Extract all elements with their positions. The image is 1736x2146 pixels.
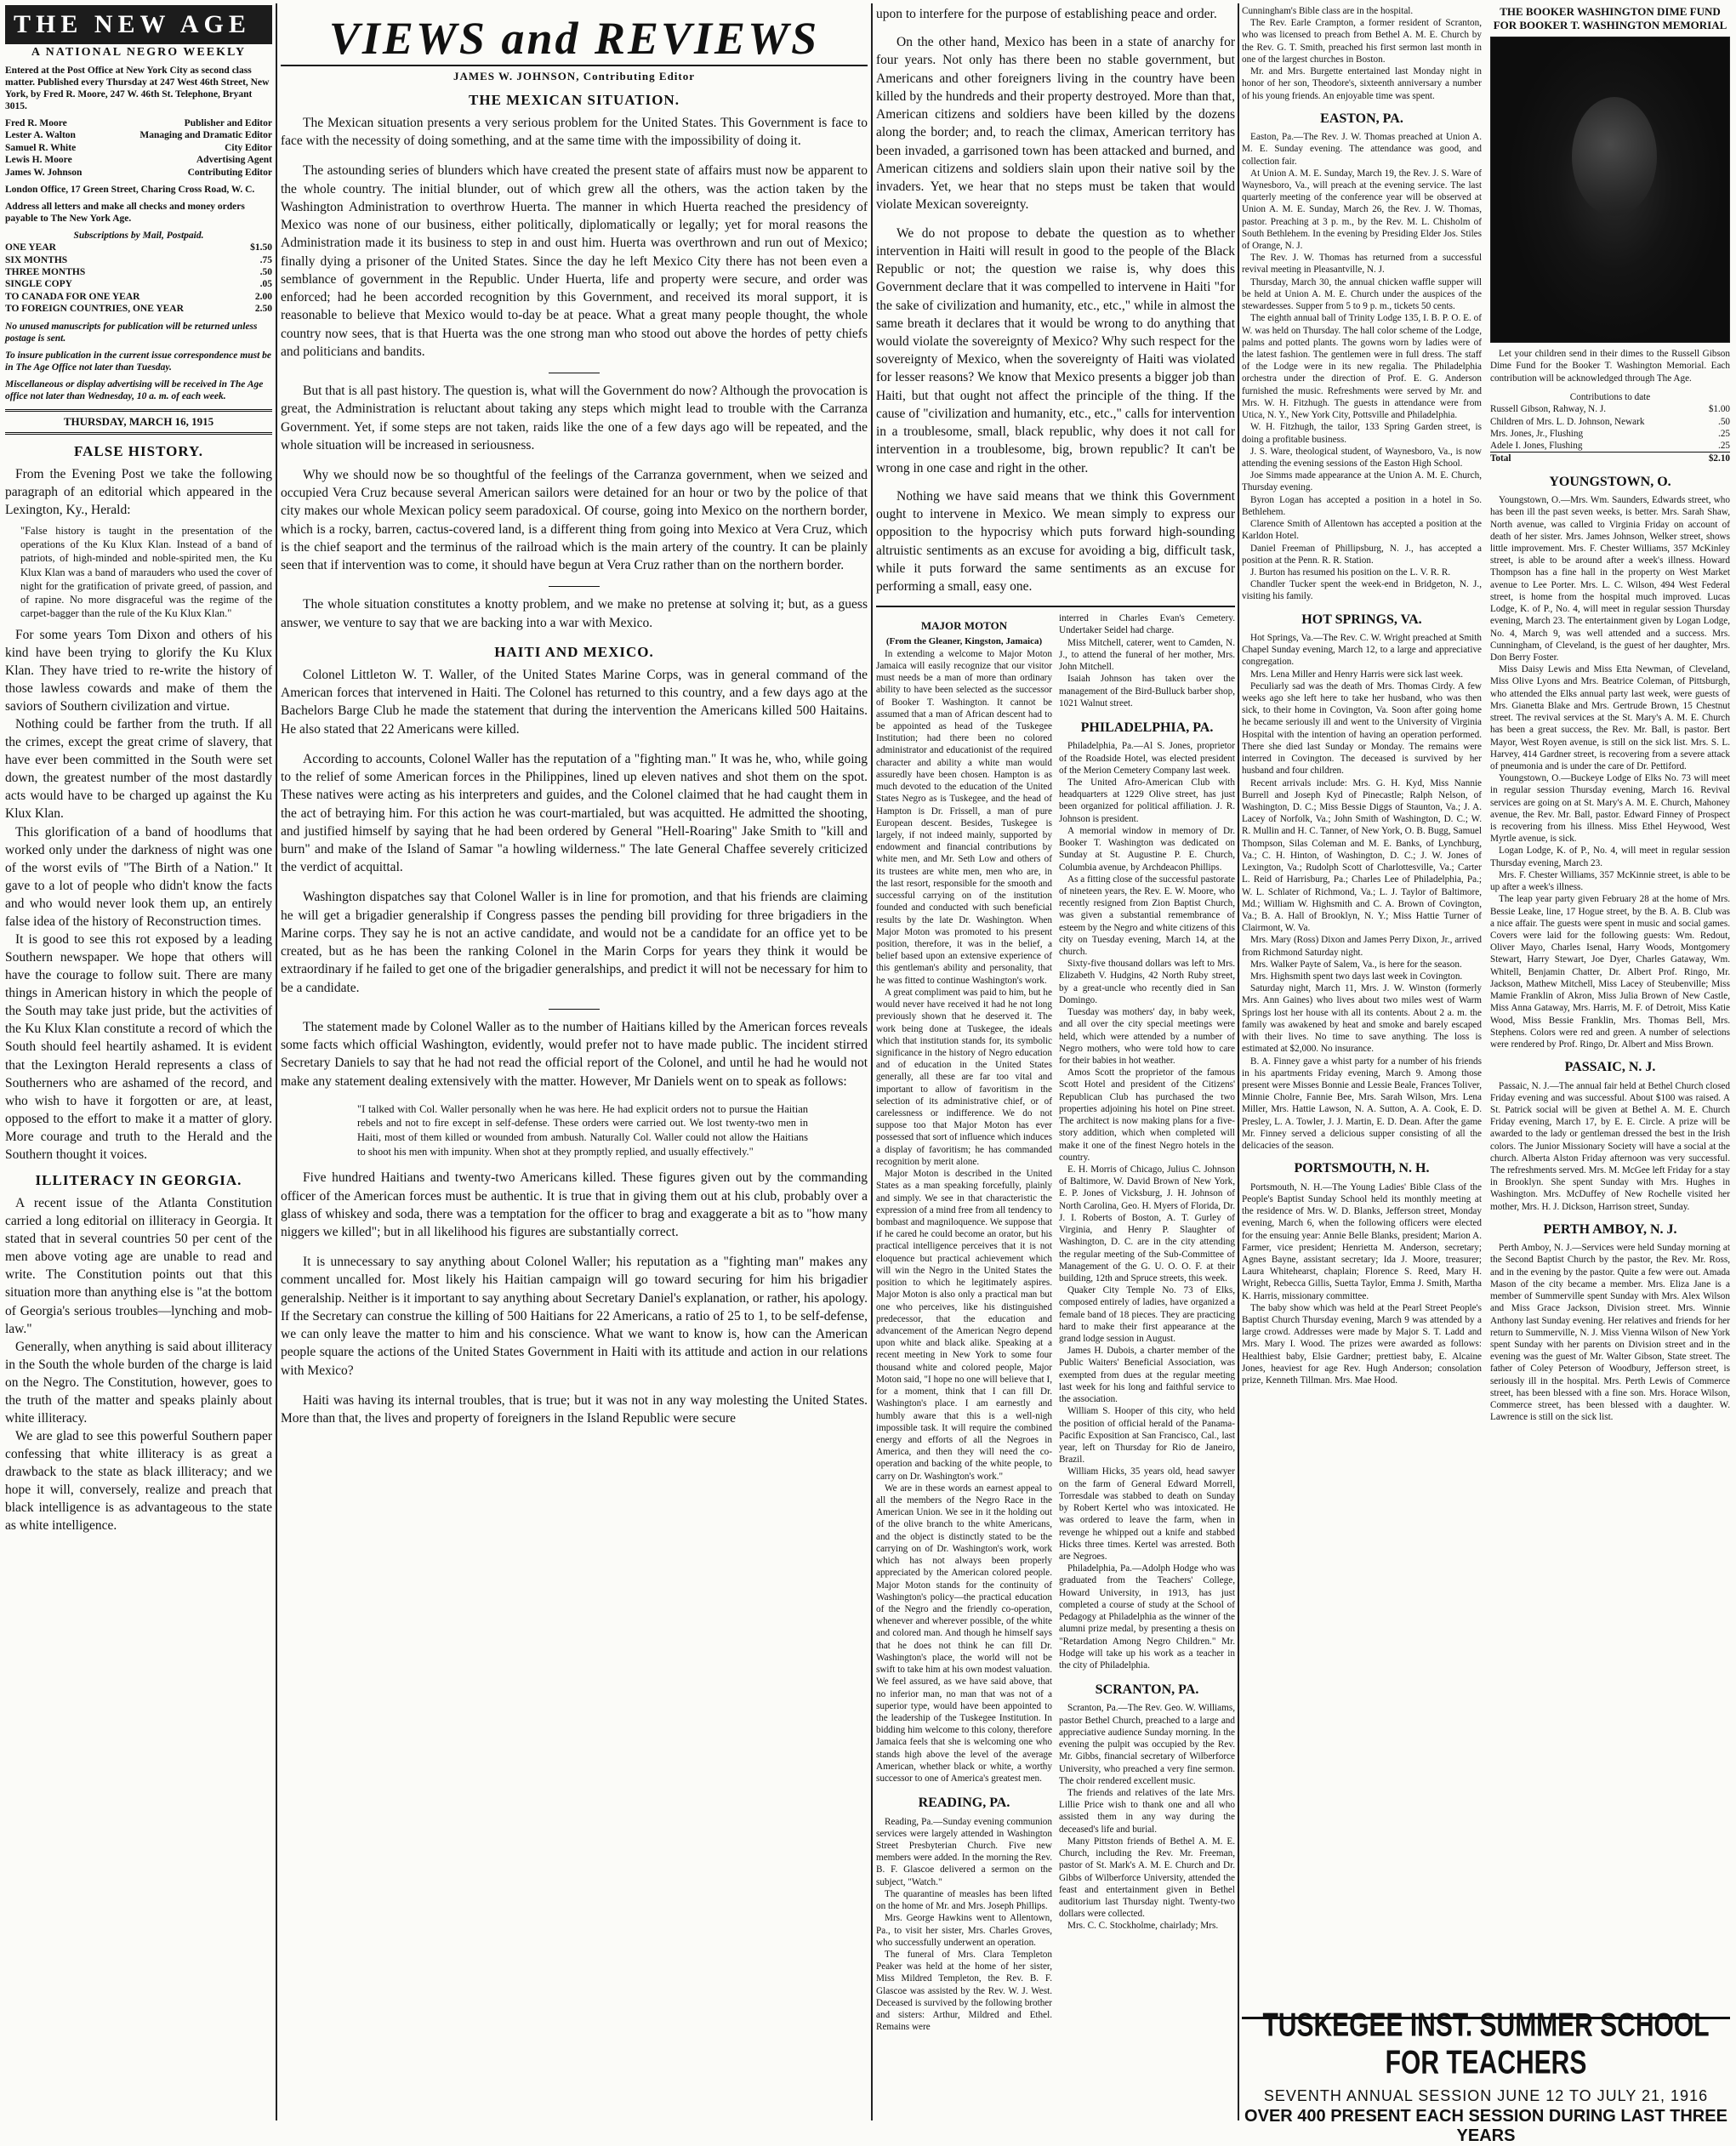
headline-false-history: FALSE HISTORY. [74, 442, 203, 459]
contribution-row: Children of Mrs. L. D. Johnson, Newark .50 [1490, 416, 1730, 427]
paragraph: Let your children send in their dimes to the Russell Gibson Dime Fund for the Booker T. Washington Memorial. Each contribution will be acknowledged through The Age. [1490, 349, 1730, 384]
paragraph: The leap year party given February 28 at the home of Mrs. Bessie Leake, line, 17 Hogue street, by the B. A. B. Club was a nice affair. The guests were spent in music and social games. Covers were laid for the following guests: Wm. Redout, Oliver Mayo, Charles Isenal, Harry Woods, Montgomery Stewart, Harry Stewart, Joe Dyer, Charles Gataway, Wm. Whitell, Benjamin Chatter, Dr. Albert Prof. Ringo, Mr. Jackson, Mathew Mitchell, Miss Lacey of Steubenville; Miss Mamie Franklin of Akron, Miss Julia Brown of New Castle, Miss Anna Gataway, Mrs. Harris, M. F. of Detroit, Miss Katie Wood, Miss Bessie Franklin, Mrs. Thomas Bell, Mrs. Stephens. Colors were red and green. A number of selections were rendered by Prof. Ringo, Dr. Albert and Miss Brown. [1490, 894, 1730, 1050]
staff-row: Samuel R. White City Editor [5, 142, 272, 153]
headline-reading: READING, PA. [918, 1796, 1010, 1811]
headline-hot-springs: HOT SPRINGS, VA. [1301, 612, 1422, 627]
paragraph: Peculiarly sad was the death of Mrs. Thomas Cirdy. A few weeks ago she left here to take her husband, who was then sick, to their home in Covington, Va. Soon after going home he became seriously ill and went to the University of Virginia Hospital with the intention of having an operation performed. There she died last Sunday or Monday. The remains were interred in Covington. The deceased is survived by her husband and four children. [1242, 680, 1482, 777]
paragraph: The United Afro-American Club with headquarters at 1229 Olive street, has just been organized for political affiliation. J. R. Johnson is president. [1059, 777, 1235, 824]
paragraph: Philadelphia, Pa.—Al S. Jones, proprietor of the Roadside Hotel, was elected president of the Merion Cemetery Company last week. [1059, 741, 1235, 776]
paragraph: Many Pittston friends of Bethel A. M. E. Church, including the Rev. Mr. Freeman, pastor of St. Mark's A. M. E. Church and Dr. Gibbs of Wilberforce University, attended the feast and entertainment given in Bethel auditorium last Thursday night. Twenty-two dollars were collected. [1059, 1836, 1235, 1920]
article-illiteracy [5, 1194, 272, 1534]
divider [549, 1009, 600, 1010]
column-rule [1238, 3, 1239, 2120]
headline-haiti-mexico: HAITI AND MEXICO. [494, 643, 654, 660]
ad-session-dates: SEVENTH ANNUAL SESSION JUNE 12 TO JULY 21, 1916 [1263, 2087, 1709, 2104]
paragraph: The friends and relatives of the late Mrs. Lillie Price wish to thank one and all who assisted them in any way during the deceased's life and burial. [1059, 1788, 1235, 1835]
paragraph: Joe Simms made appearance at the Union A. M. E. Church, Thursday evening. [1242, 470, 1482, 493]
london-office: London Office, 17 Green Street, Charing Cross Road, W. C. [5, 184, 255, 195]
paragraph: Perth Amboy, N. J.—Services were held Sunday morning at the Second Baptist Church by the pastor, the Rev. Mr. Ross, and in the evening by the pastor. Quite a few were out. Amada Mason of the city became a member. Mrs. Eliza Jane is a member of Summerville spent Sunday with Mrs. Alex Wilson and Miss Grace Jackson, Division street. Mrs. Winnie Anthony last Sunday evening. Her relatives and friends for her return to Summerville, N. J. Miss Vienna Wilson of New York spent Sunday with her parents on Division street and in the evening was the guest of Mr. Walter Gibson, State street. The father of Coley Peterson of Woodbury, Jefferson street, is seriously ill in the hospital. Mrs. Perth Lewis of Commerce street, has been blessed with a fine son. Mrs. Horace Wilson, Commerce street, has been blessed with a daughter. W. Lawrence is still on the sick list. [1490, 1243, 1730, 1423]
paragraph: Colonel Littleton W. T. Waller, of the United States Marine Corps, was in general command of the American forces that intervened in Haiti. The Colonel has returned to this country, and a few days ago at the Bachelors Barge Club he made the statement that during the intervention the Americans killed 500 Haitains. He also stated that 22 Americans were killed. [281, 667, 868, 737]
paragraph: Byron Logan has accepted a position in a hotel in So. Bethlehem. [1242, 494, 1482, 517]
paragraph: Haiti was having its internal troubles, that is true; but it was not in any way molesting the United States. More than that, the lives and property of foreigners in the Island Republic were secure [281, 1392, 868, 1426]
subscription-rates [5, 230, 272, 316]
local-news-split [1242, 5, 1730, 1424]
paragraph: Mrs. Mary (Ross) Dixon and James Perry Dixon, Jr., arrived from Richmond Saturday night. [1242, 935, 1482, 958]
paragraph: Daniel Freeman of Phillipsburg, N. J., has accepted a position at the Penn. R. R. Station. [1242, 543, 1482, 566]
paragraph: Tuesday was mothers' day, in baby week, and all over the city special meetings were held, which were attended by a number of Negro mothers, who were told how to care for their babies in hot weather. [1059, 1007, 1235, 1067]
fund-title: THE BOOKER WASHINGTON DIME FUND FOR BOOKER T. WASHINGTON MEMORIAL [1493, 5, 1727, 31]
paragraph: Major Moton is described in the United States as a man speaking forcefully, plainly and simply. We see in that characteristic the expression of a mind free from all tendency to bombast and magniloquence. We suppose that if he cared he could become an orator, but his practical intelligence perceives that it is not eloquence but practical achievement which will win the Negro in the United States the position to which he legitimately aspires. Major Moton is also only a practical man but one who perceives, like his distinguished predecessor, that the education and advancement of the American Negro depend upon white and black alike. Speaking at a recent meeting in New York to some four thousand white and colored people, Major Moton said, "I hope no one will believe that I, for a moment, think that I can fill Dr. Washington's place. I am earnestly and humbly aware that this is a well-nigh impossible task. It will require the combined energy and efforts of all the Negroes in America, and then they will need the co-operation and backing of the white people, to carry on Dr. Washington's work." [876, 1169, 1052, 1482]
article-mexican-situation [281, 114, 868, 632]
masthead-title: THE NEW AGE [5, 5, 272, 44]
paragraph: Hot Springs, Va.—The Rev. C. W. Wright preached at Smith Chapel Sunday evening, March 12, to a large and appreciative congregation. [1242, 632, 1482, 668]
headline-illiteracy: ILLITERACY IN GEORGIA. [35, 1172, 242, 1189]
article-false-history [5, 465, 272, 1164]
paragraph: J. Burton has resumed his position on the L. V. R. R. [1250, 566, 1451, 578]
ad-headline: TUSKEGEE INST. SUMMER SCHOOL FOR TEACHERS [1262, 2007, 1710, 2081]
contribution-row: Russell Gibson, Rahway, N. J. $1.00 [1490, 404, 1730, 415]
paragraph: Cunningham's Bible class are in the hospital. [1242, 6, 1414, 16]
paragraph: Mrs. Lena Miller and Henry Harris were sick last week. [1250, 669, 1464, 680]
paragraph: Portsmouth, N. H.—The Young Ladies' Bible Class of the People's Baptist Sunday School held its monthly meeting at the residence of Mrs. W. D. Blanks, Jefferson street, Monday evening, March 6, when the following officers were elected for the ensuing year: Annie Belle Blanks, president; Marion A. Farmer, vice president; Henrietta M. Anderson, secretary; Agnes Bayne, assistant secretary; Ida J. Moore, treasurer; Laura Whitehearst, chaplain; Florence S. Reed, Mary H. Wright, Rebecca Gillis, Suetta Taylor, Emma J. Smith, Martha K. Harris, missionary committee. [1242, 1181, 1482, 1301]
column-views-reviews [281, 5, 868, 2117]
article-haiti-mexico [281, 666, 868, 1427]
news-subcolumn [1242, 5, 1482, 1424]
paragraph: Passaic, N. J.—The annual fair held at Bethel Church closed Friday evening and was successful. About $100 was raised. A St. Patrick social will be given at Bethel A. M. E. Church Friday evening, March 17, by E. E. Circle. A prize will be awarded to the lady or gentleman dressed the best in the Irish colors. The Junior Missionary Society will have a social at the church. Alberta Alston Friday afternoon was very successful. The refreshments served. Mrs. M. McGee left Friday for a stay in Brooklyn. She spent Sunday with Mrs. Hughes in Washington. Mrs. McDuffey of New Rochelle visited her mother, Mrs. H. J. Dickson, Harrison street, Sunday. [1490, 1080, 1730, 1212]
paragraph: Mrs. George Hawkins went to Allentown, Pa., to visit her sister, Mrs. Charles Groves, who successfully underwent an operation. [876, 1913, 1052, 1948]
paragraph: A recent issue of the Atlanta Constitution carried a long editorial on illiteracy in Georgia. It stated that in several countries 50 per cent of the men above voting age are unable to read and write. The Constitution points out that this situation more than anything else is "at the bottom of Georgia's serious troubles—lynching and mob-law." [5, 1196, 272, 1336]
paragraph: The statement made by Colonel Waller as to the number of Haitians killed by the American forces reveals some facts which official Washington, evidently, would prefer not to have made public. The incident stirred Secretary Daniels to say that he had not read the official report of the Colonel, and until he had he would not make any statement dealing extensively with the matter. However, Mr Daniels went on to speak as follows: [281, 1019, 868, 1089]
headline-philadelphia: PHILADELPHIA, PA. [1080, 720, 1214, 736]
paragraph: Miss Daisy Lewis and Miss Etta Newman, of Cleveland, Miss Olive Lyons and Mrs. Beatrice Coleman, of Pittsburgh, who attended the Elks annual party last week, were guests of Mrs. Gianetta Blake and Mrs. Gertrude Brown, 15 Chestnut street. The revival services at the St. Mary's A. M. E. Church has been a great success, the Rev. Mr. Ball, is pastor. Bert Mayor, West Royen avenue, is still on the sick list. Mrs. S. L. Harvey, 414 Gardner street, is recovering from a severe attack of pneumonia and is under the care of Dr. Pettiford. [1490, 664, 1730, 771]
byline: JAMES W. JOHNSON, Contributing Editor [452, 70, 696, 83]
paragraph: J. S. Ware, theological student, of Waynesboro, Va., is now attending the evening sessions of the Easton High School. [1242, 446, 1482, 469]
staff-row: Fred R. Moore Publisher and Editor [5, 118, 272, 129]
headline-scranton: SCRANTON, PA. [1095, 1682, 1199, 1698]
headline-perth-amboy: PERTH AMBOY, N. J. [1543, 1221, 1677, 1237]
paragraph: Chandler Tucker spent the week-end in Bridgeton, N. J., visiting his family. [1242, 579, 1482, 602]
headline-major-moton: MAJOR MOTON [920, 619, 1008, 633]
column-rule [276, 3, 277, 2120]
paragraph: Nothing we have said means that we think this Government ought to intervene in Mexico. We mean simply to express our opposition to the hypocrisy which puts forward high-sounding altruistic sentiments as an excuse for avoiding a big, difficult task, while it puts forward the same sentiments as an excuse for performing a small, easy one. [876, 488, 1235, 595]
headline-easton: EASTON, PA. [1320, 111, 1403, 126]
paragraph: The funeral of Mrs. Clara Templeton Peaker was held at the home of her sister, Miss Mildred Templeton, the Rev. B. F. Glascoe was assisted by the Rev. W. J. West. Deceased is survived by the following brother and sisters: Arthur, Mildred and Ethel. Remains were [876, 1950, 1052, 2033]
issue-date: THURSDAY, MARCH 16, 1915 [5, 409, 272, 435]
paragraph: Youngstown, O.—Buckeye Lodge of Elks No. 73 will meet in regular session Thursday evening, March 16. Revival services are going on at St. Mary's A. M. E. Church, Mahoney avenue, the Rev. Mr. Ball, pastor. Edward Finney of Prospect is recovering from his illness. Miss Ethel Heywood, West Myrtle avenue, is sick. [1490, 773, 1730, 845]
paragraph: As a fitting close of the successful pastorate of nineteen years, the Rev. E. W. Moore, who recently resigned from Zion Baptist Church, was given a substantial remembrance of esteem by the Negro and white citizens of this city on Tuesday evening, March 14, at the church. [1059, 874, 1235, 958]
paragraph: Mrs. F. Chester Williams, 357 McKinnie street, is able to be up after a week's illness. [1490, 869, 1730, 893]
contribution-row: Mrs. Jones, Jr., Flushing .25 [1490, 428, 1730, 439]
paragraph: Recent arrivals include: Mrs. G. H. Kyd, Miss Nannie Burrell and Joseph Kyd of Pinecastle; Ralph Nelson, of Washington, D. C.; Miss Bessie Diggs of Staunton, Va.; J. A. Lacey of Norfolk, Va.; John Smith of Washington, D. C.; W. R. Mullin and H. C. Tanner, of New York, O. B. Bugg, Samuel Thompson, Silas Coleman and M. E. Banks, of Lynchburg, Va.; C. H. Hinton, of Washington, D. C.; J. W. Jones of Lexington, Va.; Rudolph Scott of Charlottesville, Va.; Carter L. Reid of Harrisburg, Pa.; Charles Lee of Philadelphia, Pa.; W. L. Schlater of Richmond, Va.; L. J. Taylor of Baltimore, Md.; William W. Highsmith and C. A. Brown of Covington, Va.; B. A. Hall of Brooklyn, N. Y.; Miss Hattie Turner of Clairmont, W. Va. [1242, 777, 1482, 934]
headline-mexican-situation: THE MEXICAN SITUATION. [469, 92, 680, 108]
headline-passaic: PASSAIC, N. J. [1564, 1060, 1656, 1075]
tuskegee-advertisement [1242, 2007, 1730, 2145]
paragraph: The Mexican situation presents a very serious problem for the United States. This Government is face to face with the necessity of doing something, and at the same time with the impossibility of doing it. [281, 116, 868, 149]
paragraph: For some years Tom Dixon and others of his kind have been trying to glorify the Ku Klux Klan. They have tried to re-write the history of those lawless cowards and make of them the saviors of Southern civilization and virtue. [5, 627, 272, 714]
paragraph: But that is all past history. The question is, what will the Government do now? Although the provocation is great, the Administration is reluctant about taking any steps which might lead to trouble with the Carranza Government. Yet, if some steps are not taken, raids like the one of a few days ago will be repeated, and the whole situation will be increased in seriousness. [281, 384, 868, 453]
paragraph: Miss Mitchell, caterer, went to Camden, N. J., to attend the funeral of her mother, Mrs. John Mitchell. [1059, 637, 1235, 673]
paragraph: Quaker City Temple No. 73 of Elks, composed entirely of ladies, have organized a female band of 18 pieces. They are practicing hard to make their first appearance at the grand lodge session in August. [1059, 1285, 1235, 1345]
paragraph: In extending a welcome to Major Moton Jamaica will easily recognize that our visitor must needs be a man of more than ordinary ability to have been selected as the successor of Booker T. Washington. It cannot be assumed that a man of African descent had to be appointed as head of the Tuskegee Institution; had there been no colored administrator and educationist of the required character and ability a white man would assuredly have been chosen. Hampton is as much devoted to the education of the United States Negro as is Tuskegee, and the head of Hampton is Dr. Frissell, a man of pure European descent. Besides, Tuskegee is largely, if not indeed mainly, supported by endowment and financial contributions by white men, and Mr. Seth Low and others of its trustees are white men, men who are, in the last resort, responsible for the smooth and successful carrying on of the institution founded and conducted with such beneficial results by the late Dr. Washington. When Major Moton was promoted to his present position, therefore, it was in the belief, a belief based upon an extensive experience of this gentleman's ability and personality, that he was fitted to continue Washington's work. [876, 648, 1052, 986]
block-quote: "I talked with Col. Waller personally when he was here. He had explicit orders not to pursue the Haitian rebels and not to fire except in self-defense. These orders were carried out. We lost twenty-two men in Haiti, most of them killed or wounded from ambush. Naturally Col. Waller could not allow the Haitians to shoot his men with impunity. When shot at they promptly replied, and usually effectively." [357, 1102, 808, 1158]
paragraph: Nothing could be farther from the truth. If all the crimes, except the great crime of slavery, that have ever been committed in the South were set down, the greatest number of the most dastardly acts would have to be charged up against the Ku Klux Klan. [5, 717, 272, 822]
staff-row: James W. Johnson Contributing Editor [5, 167, 272, 178]
paragraph: upon to interfere for the purpose of establishing peace and order. [876, 7, 1217, 21]
column-local-news [1242, 5, 1730, 2145]
section-banner [281, 5, 868, 66]
contributions-heading: Contributions to date [1569, 391, 1651, 402]
paragraph: On the other hand, Mexico has been in a state of anarchy for four years. Not only has there been no stable government, but Americans and other foreigners living in the country have been killed by the hundreds and their property destroyed. More than that, American citizens and soldiers have been killed by the dozens along the border; and, to reach the climax, American territory has been invaded, a garrisoned town has been attacked and burned, and American citizens and soldiers slain upon their native soil by the invaders. Yet, we hear that no steps must be taken that would violate Mexican sovereignty. [876, 35, 1235, 213]
publication-info: Entered at the Post Office at New York City as second class matter. Published every Thursday at 247 West 46th Street, New York, by Fred R. Moore, 247 W. 46th St. Telephone, Bryant 3015. [5, 65, 270, 112]
paragraph: It is good to see this rot exposed by a leading Southern newspaper. We hope that others will have the courage to follow suit. There are many things in American history in which the people of the South may take just pride, but the activities of the Ku Klux Klan constitute a record of which the South should feel heartily ashamed. It is evident that the Lexington Herald represents a class of Southerners who are ashamed of the record, and who wish to have it forgotten or are, at least, opposed to the effort to make it a matter of glory. More courage and truth to the Herald and the Southern thought it voices. [5, 932, 272, 1162]
paragraph: Easton, Pa.—The Rev. J. W. Thomas preached at Union A. M. E. Sunday evening. The attendance was good, and collection fair. [1242, 132, 1482, 167]
paragraph: Clarence Smith of Allentown has accepted a position at the Karldon Hotel. [1242, 519, 1482, 542]
block-quote: "False history is taught in the presentation of the operations of the Ku Klux Klan. Instead of a band of patriots, of high-minded and noble-spirited men, the Ku Klux Klan was a band of marauders who used the cover of night for the gratification of private greed, of passion, and of rapine. No more disgraceful was the regime of the carpet-bagger than the rule of the Ku Klux Klan." [20, 524, 272, 620]
subs-row: THREE MONTHS .50 [5, 267, 272, 278]
article-continuation [876, 5, 1235, 595]
paragraph: The baby show which was held at the Pearl Street People's Baptist Church Thursday evening, March 9 was attended by a large crowd. Addresses were made by Major S. T. Ladd and Mrs. Mary I. Wood. The prizes were awarded as follows: Healthiest baby, Elsie Gardner; prettiest baby, E. Alcaine Jones, heaviest for age Rev. Hugh Anderson; consolation prize, Kenneth Tillman. Mrs. Mae Hood. [1242, 1302, 1482, 1386]
ad-attendance: OVER 400 PRESENT EACH SESSION DURING LAST THREE YEARS [1244, 2107, 1727, 2145]
paragraph: Scranton, Pa.—The Rev. Geo. W. Williams, pastor Bethel Church, preached to a large and appreciative audience Sunday morning. In the evening the pulpit was occupied by the Rev. Mr. Gibbs, financial secretary of Wilberforce University, who preached a very fine sermon. The choir rendered excellent music. [1059, 1703, 1235, 1786]
staff-row: Lester A. Walton Managing and Dramatic Editor [5, 130, 272, 141]
source-line: (From the Gleaner, Kingston, Jamaica) [885, 635, 1043, 646]
paragraph: Washington dispatches say that Colonel Waller is in line for promotion, and that his friends are claiming he will get a brigadier generalship if Congress passes the pending bill providing for three brigadiers in the Marine corps. They say he is not an active candidate, and would not be a candidate for an office yet to be created, but as he has been the ranking Colonel in the Marin Corps for years they think it would be extraordinary if he failed to get one of the brigadier generalships, and predict it will not be necessary for him to be a candidate. [281, 890, 868, 995]
subs-row: TO FOREIGN COUNTRIES, ONE YEAR 2.50 [5, 304, 272, 315]
paragraph: James H. Dubois, a charter member of the Public Waiters' Beneficial Association, was exempted from dues at the regular meeting last week for his long and faithful service to the association. [1059, 1346, 1235, 1405]
paragraph: The Rev. J. W. Thomas has returned from a successful revival meeting in Pleasantville, N. J. [1242, 253, 1482, 276]
news-subcolumn [876, 612, 1052, 2033]
paragraph: William Hicks, 35 years old, head sawyer on the farm of General Edward Morrell, Torresdale was stabbed to death on Sunday by Robert Kertel who was intoxicated. He was ordered to leave the farm, when in revenge he whipped out a knife and stabbed Hicks three times. Kertel was arrested. Both are Negroes. [1059, 1466, 1235, 1562]
paragraph: Mrs. Highsmith spent two days last week in Covington. [1250, 971, 1463, 982]
paragraph: This glorification of a band of hoodlums that worked only under the darkness of night was one of the worst evils of "The Birth of a Nation." It gave to a lot of people who didn't know the facts and who would never look them up, an entirely false idea of the history of Reconstruction times. [5, 824, 272, 929]
paragraph: Mrs. Walker Payte of Salem, Va., is here for the season. [1250, 959, 1462, 970]
notice: No unused manuscripts for publication will be returned unless postage is sent. [5, 321, 258, 344]
paragraph: A memorial window in memory of Dr. Booker T. Washington was dedicated on Sunday at St. Augustine P. E. Church, Columbia avenue, by Archdeacon Phillips. [1059, 825, 1235, 873]
paragraph: We are in these words an earnest appeal to all the members of the Negro Race in the American Union. We see in it the holding out of the olive branch to the white Americans, and the object is distinctly stated to be the carrying on of Dr. Washington's work, work which has not always been properly appreciated by the American colored people. Major Moton stands for the continuity of Washington's policy—the practical education of the Negro and the friendly co-operation, whenever and wherever possible, of the white and colored man. And though he himself says that he does not think he can fill Dr. Washington's place, the world will not be swift to take him at his own modest valuation. We feel assured, as we have said above, that no inferior man, no man that was not of a superior type, would have been appointed to the leadership of the Tuskegee Institution. In bidding him welcome to this colony, therefore Jamaica feels that she is welcoming one who stands high above the level of the average American, whether black or white, a worthy successor to one of America's greatest men. [876, 1483, 1052, 1785]
paragraph: We do not propose to debate the question as to whether intervention in Haiti will result in good to the people of the Black Republic or not; the question we raise is, why does this Government declare that it was compelled to intervene in Haiti "for the sake of civilization and humanity, etc., etc.," while in almost the same breath it declares that it would be wrong to do anything that would violate the sovereignty of Mexico? Why such respect for the sovereignty of Mexico, when the sovereignty of Haiti was violated for lesser reasons? We know that Mexico presents a bigger job than Haiti, but that ought not affect the principle of the thing. If the cause of "civilization and humanity, etc., etc.," calls for intervention in a troublesome, small, black republic, why does it not call for intervention in a troublesome, big, brown republic? It can't be wrong in one case and right in the other. [876, 225, 1235, 475]
paragraph: The whole situation constitutes a knotty problem, and we make no pretense at solving it; but, as a guess answer, we venture to say that we are backing into a war with Mexico. [281, 597, 868, 630]
divider [549, 586, 600, 587]
banner-title: VIEWS and REVIEWS [328, 13, 820, 64]
subs-row: TO CANADA FOR ONE YEAR 2.00 [5, 291, 272, 302]
paragraph: E. H. Morris of Chicago, Julius C. Johnson of Baltimore, W. David Brown of New York, E. P. Jones of Vicksburg, J. H. Johnson of North Carolina, Geo. H. Myers of Florida, Dr. J. I. Roberts of Boston, A. T. Gurley of Virginia, and Henry P. Slaughter of Washington, D. C. are in the city attending the regular meeting of the Sub-Committee of Management of the G. U. O. O. F. at their building, 12th and Spruce streets, this week. [1059, 1164, 1235, 1284]
paragraph: The astounding series of blunders which have created the present state of affairs must now be apparent to the whole country. The initial blunder, out of which grew all the others, was the action taken by the Washington Administration to overthrow Huerta. The manner in which Huerta reached the presidency of Mexico was none of our business, either politically, diplomatically or legally; yet for moral reasons the Administration made it its business to step in and oust him. Huerta was overthrown and run out of Mexico; finally dying a prisoner of the United States. Since the day he left Mexico City there has not been even a semblance of government in the Republic. Under Huerta, life and property were secure, and order was enforced; had he been accorded recognition by this Government, and received its moral support, it is reasonable to believe that Mexico would to-day be at peace. What a great many people thought, the whole country now sees, that is that Huerta was the one strong man who stood out above the hordes of petty chiefs and politicians and bandits. [281, 163, 868, 359]
paragraph: B. A. Finney gave a whist party for a number of his friends in his apartments Friday evening, March 9. Among those present were Misses Bonnie and Lessie Beale, Frances Toliver, Minnie Cholre, Fannie Bee, Mrs. Sarah Wilson, Mrs. Lena Miller, Mrs. Hattie Lawson, N. A. Sutton, A. A. Cook, E. D. Presley, L. A. Towler, J. J. Martin, E. D. Dean. After the game Mr. Finney served a delicious supper consisting of all the delicacies of the season. [1242, 1056, 1482, 1152]
paragraph: Reading, Pa.—Sunday evening communion services were largely attended in Washington Street Presbyterian Church. Five new members were added. In the morning the Rev. B. F. Glascoe delivered a sermon on the subject, "Watch." [876, 1816, 1052, 1887]
news-columns [876, 606, 1235, 2033]
subs-row: SINGLE COPY .05 [5, 279, 272, 290]
paragraph: Mr. and Mrs. Burgette entertained last Monday night in honor of her son, Theodore's, sixteenth anniversary a number of his young friends. An enjoyable time was spent. [1242, 66, 1482, 101]
paragraph: The eighth annual ball of Trinity Lodge 135, I. B. P. O. E. of W. was held on Thursday. The hall color scheme of the Lodge, palms and potted plants. The gowns worn by ladies were of the latest fashion. The gentlemen were in full dress. The staff of the Lodge were in its new regalia. The Philadelphia orchestra under the direction of Prof. E. G. Anderson furnished the music. Refreshments were served by Mr. and Mrs. W. H. Fitzhugh. The guests in attendance were from Utica, N. Y., New York City, Pottsville and Philadelphia. [1242, 313, 1482, 421]
paragraph: Why we should now be so thoughtful of the feelings of the Carranza government, when we seized and occupied Vera Cruz because several American sailors were detained for an hour or two by the police of that city makes our whole Mexican policy seem paradoxical. Of course, going into Mexico on the northern border, which is a rocky, barren, cactus-covered land, is a different thing from going into Mexico at Vera Cruz, which is the chief seaport and the terminus of the railroad which is the main artery of the country. It can be plainly seen that if intervention was to come, it should have begun at Vera Cruz rather than on the northern border. [281, 467, 868, 573]
subs-row: ONE YEAR $1.50 [5, 242, 272, 253]
paragraph: A great compliment was paid to him, but he would never have received it had he not long previously shown that he deserved it. The work being done at Tuskegee, the ideals which that institution stands for, its symbolic significance in the history of Negro education and of education in the United States generally, all these are far too vital and important to allow of favoritism in the selection of its administrative chief, or of carelessness or indifference. We do not suppose too that Major Moton has ever possessed that sort of influence which induces a display of favoritism; he has commanded recognition by merit alone. [876, 987, 1052, 1167]
column-continued [876, 5, 1235, 2117]
headline-youngstown: YOUNGSTOWN, O. [1549, 474, 1671, 489]
paragraph: Youngstown, O.—Mrs. Wm. Saunders, Edwards street, who has been ill the past seven weeks, is better. Mrs. Sarah Shaw, North avenue, was called to Virginia Friday on account of death of her sister. Mrs. James Johnson, Welker street, shows little improvement. Mrs. F. Chester Williams, 357 McKinley street, is able to be around after a week's illness. Howard Thompson has a fine hall in the property on West Market avenue to Lee Porter. Mrs. L. C. Wilson, 494 West Federal street, is home from the hospital much improved. Lucas Lodge, K. of P., No. 4, will meet in regular session Thursday evening, March 23. The entertainment given by Logan Lodge, No. 4, March 9, was well attended and a success. Mrs. Cunningham, of Cleveland, is the guest of her daughter, Mrs. Don Berry Foster. [1490, 495, 1730, 663]
contributions-list [1490, 391, 1730, 465]
subs-row: SIX MONTHS .75 [5, 254, 272, 265]
column-editorial [5, 5, 272, 2117]
portrait-face [1572, 97, 1657, 216]
news-subcolumn [1490, 5, 1730, 1424]
subs-title: Subscriptions by Mail, Postpaid. [73, 230, 204, 241]
paragraph: At Union A. M. E. Sunday, March 19, the Rev. J. S. Ware of Waynesboro, Va., will preach at the evening service. The last quarterly meeting of the conference year will be observed at Union A. M. E. Sunday, March 26, the Rev. J. W. Thomas, pastor. Preaching at 3 p. m., by the Rev. M. L. Chisholm of South Bethlehem. In the evening by Presiding Elder Jos. Stiles of Orange, N. J. [1242, 168, 1482, 252]
address-note: Address all letters and make all checks and money orders payable to The New York Age. [5, 201, 245, 224]
column-rule [871, 3, 873, 2120]
contribution-row: Adele I. Jones, Flushing .25 [1490, 441, 1730, 452]
paragraph: Isaiah Johnson has taken over the management of the Bird-Bulluck barber shop, 1021 Walnut street. [1059, 674, 1235, 709]
paragraph: Thursday, March 30, the annual chicken waffle supper will be held at Union A. M. E. Church under the auspices of the stewardesses. Supper from 5 to 9 p. m., tickets 50 cents. [1242, 276, 1482, 312]
staff-row: Lewis H. Moore Advertising Agent [5, 155, 272, 166]
masthead-subtitle: A NATIONAL NEGRO WEEKLY [31, 46, 247, 59]
notice: To insure publication in the current issue correspondence must be in The Age Office not later than Tuesday. [5, 350, 271, 373]
paragraph: W. H. Fitzhugh, the tailor, 133 Spring Garden street, is doing a profitable business. [1242, 422, 1482, 445]
paragraph: Amos Scott the proprietor of the famous Scott Hotel and president of the Citizens' Republican Club has purchased the two properties adjoining his hotel on Pine street. The architect is now making plans for a five-story addition, which when completed will make it one of the finest Negro hotels in the country. [1059, 1067, 1235, 1163]
contribution-total: Total $2.10 [1490, 453, 1730, 464]
paragraph: According to accounts, Colonel Waller has the reputation of a "fighting man." It was he, who, while going to the relief of some American forces in the Philippines, lined up eleven natives and shot them on the spot. These natives were acting as his interpreters and guides, and the Colonel claimed that he had caught them in the act of betraying him. For this action he was court-martialed, but was acquitted. He admitted the shooting, and justified himself by saying that he had been ordered by General "Hell-Roaring" Jake Smith to "kill and burn" and make of the Island of Samar "a howling wilderness." The late General Chaffee severely criticized the verdict of acquittal. [281, 751, 868, 875]
notice: Miscellaneous or display advertising will be received in The Age office not later than Wednesday, 10 a. m. of each week. [5, 379, 264, 401]
paragraph: Sixty-five thousand dollars was left to Mrs. Elizabeth V. Hudgins, 42 North Ruby street, by a great-uncle who recently died in San Domingo. [1059, 959, 1235, 1005]
paragraph: It is unnecessary to say anything about Colonel Waller; his reputation as a "fighting man" makes any comment uncalled for. Most likely his Haitian campaign will go toward securing for him his brigadier generalship. Neither is it important to say anything about Secretary Daniel's explanation, or rather, his apology. If the Secretary can construe the killing of 500 Haitians for 22 Americans, a ratio of 25 to 1, to be self-defense, we can only leave the matter to him and his conscience. What we want to know is, how can the American people square the actions of the United States Government in Haiti with its attitude and action in our relations with Mexico? [281, 1255, 868, 1378]
paragraph: Generally, when anything is said about illiteracy in the South the whole burden of the charge is laid on the Negro. The Constitution, however, goes to the truth of the matter and speaks plainly about white illiteracy. [5, 1339, 272, 1426]
paragraph: Philadelphia, Pa.—Adolph Hodge who was graduated from the Teachers' College, Howard University, in 1913, has just completed a course of study at the School of Pedagogy at Philadelphia as the winner of the alumni prize medal, by presenting a thesis on "Retardation Among Negro Children." Mr. Hodge will take up his work as a teacher in the city of Philadelphia. [1059, 1563, 1235, 1671]
news-subcolumn [1059, 612, 1235, 2033]
paragraph: Five hundred Haitians and twenty-two Americans killed. These figures given out by the commanding officer of the American forces must be authentic. It is true that in giving them out at his club, probably over a glass of whiskey and soda, there was a temptation for the officer to brag and exaggerate a bit as to "how many niggers we killed"; but in all likelihood his figures are substantially correct. [281, 1170, 868, 1239]
paragraph: The quarantine of measles has been lifted on the home of Mr. and Mrs. Joseph Phillips. [876, 1888, 1052, 1912]
paragraph: We are glad to see this powerful Southern paper confessing that white illiteracy is as great a drawback to the state as black illiteracy; and we hope it will, conversely, realize and preach that black intelligence is as advantageous to the state as white intelligence. [5, 1429, 272, 1534]
paragraph: William S. Hooper of this city, who held the position of official herald of the Panama-Pacific Exposition at San Francisco, Cal., last year, left on Thursday for Rio de Janeiro, Brazil. [1059, 1406, 1235, 1466]
paragraph: From the Evening Post we take the following paragraph of an editorial which appeared in the Lexington, Ky., Herald: [5, 466, 272, 517]
portrait-photo [1490, 37, 1730, 343]
staff-list [5, 117, 272, 179]
paragraph: Saturday night, March 11, Mrs. J. W. Winston (formerly Mrs. Ann Gaines) who lives about two miles west of Warm Springs lost her house with all its contents. About 2 a. m. the family was awakened by heat and smoke and barely escaped with their lives. No time to save anything. The loss is estimated at $2,000. No insurance. [1242, 983, 1482, 1055]
paragraph: The Rev. Earle Crampton, a former resident of Scranton, who was licensed to preach from Bethel A. M. E. Church by the Rev. G. T. Smith, preached his first sermon last month in one of the largest churches in Boston. [1242, 18, 1482, 65]
headline-portsmouth: PORTSMOUTH, N. H. [1294, 1161, 1430, 1176]
paragraph: Mrs. C. C. Stockholme, chairlady; Mrs. [1067, 1921, 1219, 1932]
paragraph: interred in Charles Evan's Cemetery. Undertaker Seidel had charge. [1059, 613, 1235, 636]
paragraph: Logan Lodge, K. of P., No. 4, will meet in regular session Thursday evening, March 23. [1490, 845, 1730, 868]
